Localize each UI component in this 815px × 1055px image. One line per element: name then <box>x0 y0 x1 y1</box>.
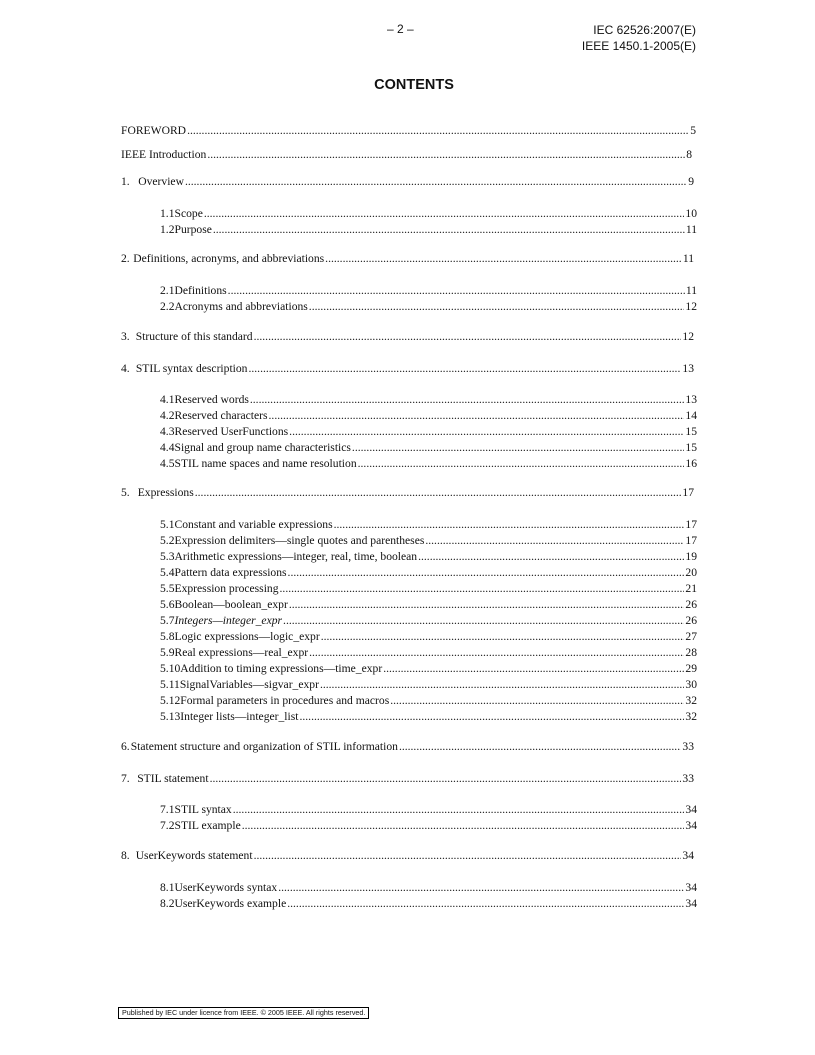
dot-leader <box>390 694 684 708</box>
section-title: Expression processing <box>174 582 279 595</box>
page-ref: 14 <box>685 409 697 422</box>
toc-entry-5-3[interactable] <box>160 550 697 564</box>
page-ref: 11 <box>685 284 697 297</box>
section-number: 5.2 <box>160 534 175 547</box>
section-number: 4.4 <box>160 441 175 454</box>
toc-entry-3[interactable] <box>121 330 694 344</box>
page-ref: 33 <box>682 772 694 785</box>
dot-leader <box>288 566 685 580</box>
toc-entry-1-2[interactable] <box>160 223 697 237</box>
section-title: Acronyms and abbreviations <box>174 300 308 313</box>
section-number: 1. <box>121 175 130 188</box>
dot-leader <box>254 849 682 863</box>
page-ref: 11 <box>682 252 694 265</box>
toc-entry-foreword[interactable] <box>121 124 696 138</box>
section-number: 1.1 <box>160 207 175 220</box>
section-title: STIL name spaces and name resolution <box>174 457 357 470</box>
page-title: CONTENTS <box>374 77 454 93</box>
toc-entry-5-4[interactable] <box>160 566 697 580</box>
section-number: 2.1 <box>160 284 175 297</box>
toc-entry-4-5[interactable] <box>160 457 697 471</box>
section-title: Definitions, acronyms, and abbreviations <box>133 252 325 265</box>
page-ref: 34 <box>682 849 694 862</box>
section-title: Integer lists—integer_list <box>180 710 299 723</box>
dot-leader <box>204 207 685 221</box>
dot-leader <box>280 582 685 596</box>
section-number: 4.5 <box>160 457 175 470</box>
toc-entry-5-13[interactable] <box>160 710 697 724</box>
section-title: Pattern data expressions <box>174 566 287 579</box>
toc-entry-5-5[interactable] <box>160 582 697 596</box>
dot-leader <box>299 710 684 724</box>
page-ref: 15 <box>685 425 697 438</box>
section-number: 3. <box>121 330 130 343</box>
section-title: Boolean—boolean_expr <box>174 598 288 611</box>
toc-entry-6[interactable] <box>121 740 694 754</box>
section-title: UserKeywords statement <box>135 849 253 862</box>
section-number: 1.2 <box>160 223 175 236</box>
section-title: FOREWORD <box>121 124 187 137</box>
page-ref: 21 <box>685 582 697 595</box>
page-ref: 32 <box>685 694 697 707</box>
page-ref: 17 <box>685 534 697 547</box>
page-ref: 30 <box>685 678 697 691</box>
dot-leader <box>358 457 685 471</box>
section-title: STIL example <box>174 819 241 832</box>
toc-entry-2-1[interactable] <box>160 284 697 298</box>
page-ref: 17 <box>685 518 697 531</box>
section-title: UserKeywords example <box>174 897 287 910</box>
toc-entry-2-2[interactable] <box>160 300 697 314</box>
standard-ieee: IEEE 1450.1-2005(E) <box>581 39 696 53</box>
dot-leader <box>195 486 682 500</box>
toc-entry-8-1[interactable] <box>160 881 697 895</box>
dot-leader <box>289 598 685 612</box>
page-ref: 34 <box>685 881 697 894</box>
dot-leader <box>269 409 685 423</box>
page-ref: 15 <box>685 441 697 454</box>
standard-designation <box>582 22 696 54</box>
section-number: 4.2 <box>160 409 175 422</box>
section-title: Structure of this standard <box>135 330 253 343</box>
page-ref: 11 <box>685 223 697 236</box>
dot-leader <box>250 393 685 407</box>
page-ref: 19 <box>685 550 697 563</box>
toc-entry-7-2[interactable] <box>160 819 697 833</box>
section-title: Logic expressions—logic_expr <box>174 630 320 643</box>
page-ref: 27 <box>685 630 697 643</box>
section-number: 7. <box>121 772 130 785</box>
toc-entry-ieee-introduction[interactable] <box>121 148 692 162</box>
section-title: Statement structure and organization of STIL information <box>130 740 398 753</box>
section-number: 8.2 <box>160 897 175 910</box>
toc-entry-5-6[interactable] <box>160 598 697 612</box>
section-title: STIL syntax <box>174 803 232 816</box>
toc-entry-4[interactable] <box>121 362 694 376</box>
section-number: 2. <box>121 252 130 265</box>
section-number: 4.1 <box>160 393 175 406</box>
standard-iec: IEC 62526:2007(E) <box>593 23 696 37</box>
section-number: 7.2 <box>160 819 175 832</box>
section-number: 4. <box>121 362 130 375</box>
section-title: Reserved characters <box>174 409 268 422</box>
toc-entry-1[interactable] <box>121 175 694 189</box>
toc-entry-2[interactable] <box>121 252 694 266</box>
page-ref: 26 <box>685 598 697 611</box>
section-number: 6. <box>121 740 130 753</box>
toc-entry-4-2[interactable] <box>160 409 697 423</box>
dot-leader <box>248 362 681 376</box>
toc-entry-5[interactable] <box>121 486 694 500</box>
section-title: Integers—integer_expr <box>174 614 283 627</box>
toc-entry-5-8[interactable] <box>160 630 697 644</box>
dot-leader <box>233 803 685 817</box>
page-ref: 9 <box>688 175 694 188</box>
dot-leader <box>283 614 684 628</box>
section-title: Definitions <box>174 284 227 297</box>
dot-leader <box>213 223 685 237</box>
section-title: SignalVariables—sigvar_expr <box>179 678 319 691</box>
section-title: Purpose <box>174 223 212 236</box>
section-number: 5.1 <box>160 518 175 531</box>
toc-entry-7-1[interactable] <box>160 803 697 817</box>
toc-entry-5-7[interactable] <box>160 614 697 628</box>
toc-entry-5-12[interactable] <box>160 694 697 708</box>
section-number: 5.12 <box>160 694 181 707</box>
section-number: 8. <box>121 849 130 862</box>
page-ref: 8 <box>686 148 692 161</box>
dot-leader <box>254 330 682 344</box>
section-number: 5.5 <box>160 582 175 595</box>
section-title: Real expressions—real_expr <box>174 646 309 659</box>
dot-leader <box>309 300 685 314</box>
page-ref: 28 <box>685 646 697 659</box>
dot-leader <box>278 881 684 895</box>
page-ref: 12 <box>685 300 697 313</box>
dot-leader <box>210 772 682 786</box>
dot-leader <box>187 124 689 138</box>
section-title: Reserved words <box>174 393 249 406</box>
dot-leader <box>228 284 685 298</box>
toc-entry-5-1[interactable] <box>160 518 697 532</box>
dot-leader <box>309 646 684 660</box>
section-number: 5.11 <box>160 678 180 691</box>
dot-leader <box>185 175 687 189</box>
toc-entry-7[interactable] <box>121 772 694 786</box>
dot-leader <box>287 897 684 911</box>
section-title: Scope <box>174 207 203 220</box>
copyright-notice: Published by IEC under licence from IEEE. © 2005 IEEE. All rights reserved. <box>118 1007 369 1019</box>
toc-entry-5-10[interactable] <box>160 662 697 676</box>
dot-leader <box>320 678 684 692</box>
section-number: 7.1 <box>160 803 175 816</box>
section-number: 5.8 <box>160 630 175 643</box>
page-ref: 13 <box>682 362 694 375</box>
dot-leader <box>321 630 685 644</box>
section-title: Overview <box>138 175 184 188</box>
page-ref: 34 <box>685 897 697 910</box>
section-title: Reserved UserFunctions <box>174 425 289 438</box>
page-ref: 33 <box>682 740 694 753</box>
toc-entry-8[interactable] <box>121 849 694 863</box>
dot-leader <box>352 441 684 455</box>
toc-entry-4-4[interactable] <box>160 441 697 455</box>
section-title: Formal parameters in procedures and macros <box>180 694 390 707</box>
section-number: 5.7 <box>160 614 175 627</box>
dot-leader <box>289 425 684 439</box>
section-number: 5. <box>121 486 130 499</box>
dot-leader <box>242 819 685 833</box>
dot-leader <box>425 534 684 548</box>
page-ref: 12 <box>682 330 694 343</box>
page-ref: 17 <box>682 486 694 499</box>
page-ref: 29 <box>685 662 697 675</box>
page-number: – 2 – <box>387 22 414 36</box>
page-ref: 13 <box>685 393 697 406</box>
page-ref: 20 <box>685 566 697 579</box>
section-number: 5.10 <box>160 662 181 675</box>
section-number: 5.4 <box>160 566 175 579</box>
page-ref: 10 <box>685 207 697 220</box>
section-title: UserKeywords syntax <box>174 881 278 894</box>
toc-entry-5-2[interactable] <box>160 534 697 548</box>
section-title: Expressions <box>137 486 194 499</box>
page-ref: 32 <box>685 710 697 723</box>
section-number: 4.3 <box>160 425 175 438</box>
toc-entry-1-1[interactable] <box>160 207 697 221</box>
dot-leader <box>207 148 685 162</box>
section-title: Constant and variable expressions <box>174 518 333 531</box>
dot-leader <box>334 518 685 532</box>
page-ref: 16 <box>685 457 697 470</box>
page-ref: 34 <box>685 819 697 832</box>
section-number: 5.6 <box>160 598 175 611</box>
page-ref: 34 <box>685 803 697 816</box>
dot-leader <box>399 740 681 754</box>
toc-entry-5-11[interactable] <box>160 678 697 692</box>
toc-entry-8-2[interactable] <box>160 897 697 911</box>
dot-leader <box>383 662 684 676</box>
section-title: Addition to timing expressions—time_expr <box>180 662 383 675</box>
toc-entry-4-3[interactable] <box>160 425 697 439</box>
section-number: 5.9 <box>160 646 175 659</box>
section-title: STIL syntax description <box>135 362 248 375</box>
section-number: 8.1 <box>160 881 175 894</box>
section-title: Expression delimiters—single quotes and parentheses <box>174 534 425 547</box>
dot-leader <box>325 252 682 266</box>
section-title: STIL statement <box>137 772 209 785</box>
section-number: 5.13 <box>160 710 181 723</box>
section-title: IEEE Introduction <box>121 148 207 161</box>
page-ref: 26 <box>685 614 697 627</box>
toc-entry-4-1[interactable] <box>160 393 697 407</box>
dot-leader <box>418 550 684 564</box>
toc-entry-5-9[interactable] <box>160 646 697 660</box>
section-number: 5.3 <box>160 550 175 563</box>
page-ref: 5 <box>690 124 696 137</box>
section-number: 2.2 <box>160 300 175 313</box>
section-title: Arithmetic expressions—integer, real, time, boolean <box>174 550 418 563</box>
section-title: Signal and group name characteristics <box>174 441 351 454</box>
